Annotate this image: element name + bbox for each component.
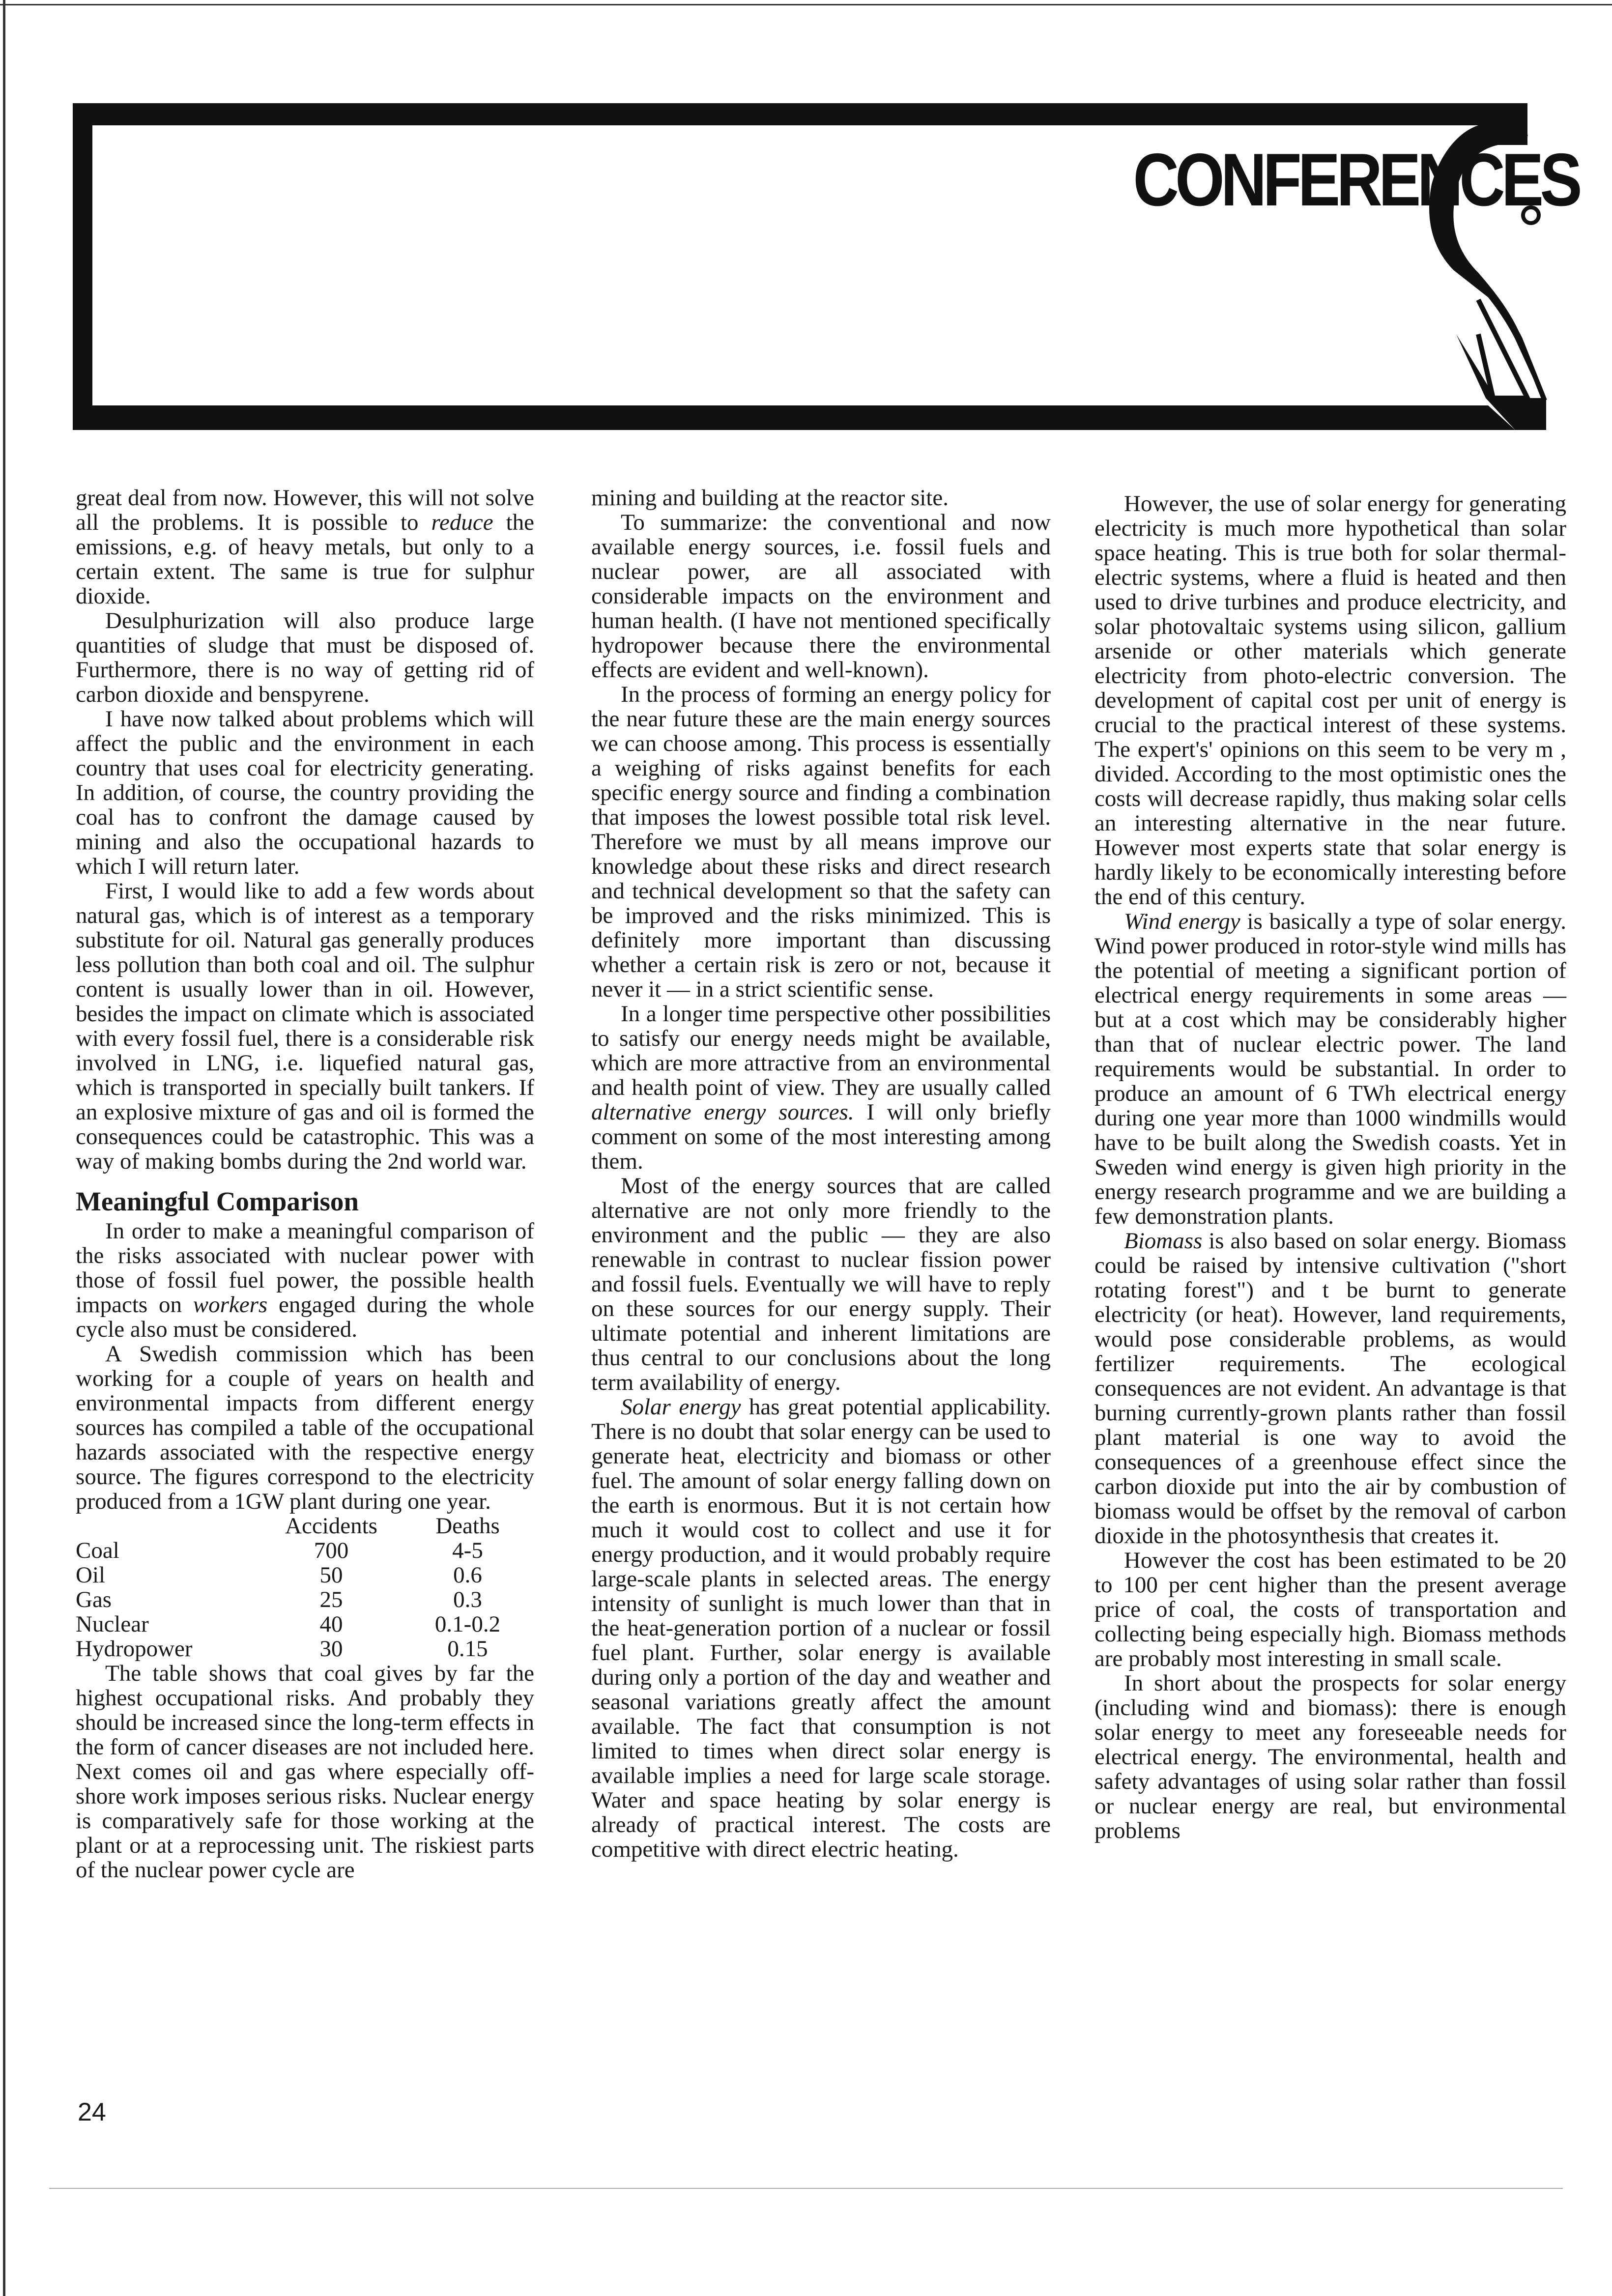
column-3: [1094, 491, 1566, 1843]
table-header-row: [76, 1514, 535, 1538]
section-heading: Meaningful Comparison: [76, 1186, 359, 1216]
table-header-cell: Accidents: [285, 1513, 377, 1539]
paragraph: Biomass is also based on solar energy. Biomass could be raised by intensive cultivation ("short rotating forest") and t be burnt to generate electricity (or heat). However, land requirements, would pose considerable problems, as would fertilizer requirements. The ecological consequences are not evident. An advantage is that burning currently-grown plants rather than fossil plant material is one way to avoid the consequences of a greenhouse effect since the carbon dioxide put into the air by combustion of biomass would be offset by the removal of carbon dioxide in the photosynthesis that creates it.: [1094, 1228, 1567, 1549]
paragraph: Desulphurization will also produce large quantities of sludge that must be disposed of. Furthermore, there is no way of getting rid of carbon dioxide and benspyrene.: [76, 608, 534, 707]
paragraph: In short about the prospects for solar energy (including wind and biomass): there is enough solar energy to meet any foreseeable needs for electrical energy. The environmental, health and safety advantages of using solar rather than fossil or nuclear energy are real, but environmental problems: [1094, 1670, 1566, 1843]
table-cell: 4-5: [452, 1538, 483, 1563]
table-cell: Nuclear: [76, 1611, 149, 1637]
paragraph: A Swedish commission which has been working for a couple of years on health and environmental impacts from different energy sources has compiled a table of the occupational hazards associated with the respective energy source. The figures correspond to the electricity produced from a 1GW plant during one year.: [76, 1341, 534, 1514]
section-title: CONFERENCES: [1133, 138, 1579, 222]
table-cell: 0.3: [453, 1587, 482, 1612]
table-cell: 40: [319, 1611, 343, 1637]
paragraph: In a longer time perspective other possibilities to satisfy our energy needs might be available, which are more attractive from an environmental and health point of view. They are usually called alternative energy sources. I will only briefly comment on some of the most interesting among them.: [591, 1001, 1051, 1174]
paragraph: However the cost has been estimated to be 20 to 100 per cent higher than the present average price of coal, the costs of transportation and collecting being especially high. Biomass methods are probably most interesting in small scale.: [1094, 1548, 1566, 1671]
table-cell: Hydropower: [76, 1636, 193, 1662]
paragraph: However, the use of solar energy for generating electricity is much more hypothetical than solar space heating. This is true both for solar thermal-electric systems, where a fluid is heated and then used to drive turbines and produce electricity, and solar photovaltaic systems using silicon, gallium arsenide or other materials which generate electricity from photo-electric conversion. The development of capital cost per unit of energy is crucial to the practical interest of these systems. The expert's' opinions on this seem to be very m , divided. According to the most optimistic ones the costs will decrease rapidly, thus making solar cells an interesting alternative in the near future. However most experts state that solar energy is hardly likely to be economically interesting before the end of this century.: [1094, 491, 1566, 910]
conferences-banner: [73, 103, 1579, 447]
page-edge-top: [0, 4, 1612, 5]
paragraph: Solar energy has great potential applicability. There is no doubt that solar energy can be used to generate heat, electricity and biomass or other fuel. The amount of solar energy falling down on the earth is enormous. But it is not certain how much it would cost to collect and use it for energy production, and it would probably require large-scale plants in selected areas. The energy intensity of sunlight is much lower than that in the heat-generation portion of a nuclear or fossil fuel plant. Further, solar energy is available during only a portion of the day and weather and seasonal variations greatly affect the amount available. The fact that consumption is not limited to times when direct solar energy is available implies a need for large scale storage. Water and space heating by solar energy is already of practical interest. The costs are competitive with direct electric heating.: [591, 1394, 1051, 1862]
page-number: 24: [78, 2098, 106, 2126]
table-row: [76, 1636, 535, 1661]
column-2: [591, 486, 1051, 1862]
paragraph: Wind energy is basically a type of solar energy. Wind power produced in rotor-style wind mills has the potential of meeting a significant portion of electrical energy requirements in some areas — but at a cost which may be considerably higher than that of nuclear electric power. The land requirements would be substantial. In order to produce an amount of 6 TWh electrical energy during one year more than 1000 windmills would have to be built along the Swedish coasts. Yet in Sweden wind energy is given high priority in the energy research programme and we are building a few demonstration plants.: [1094, 909, 1566, 1229]
table-row: [76, 1538, 535, 1563]
paragraph: In the process of forming an energy policy for the near future these are the main energy sources we can choose among. This process is essentially a weighing of risks against benefits for each specific energy source and finding a combination that imposes the lowest possible total risk level. Therefore we must by all means improve our knowledge about these risks and direct research and technical development so that the safety can be improved and the risks minimized. This is definitely more important than discussing whether a certain risk is zero or not, because it never it — in a strict scientific sense.: [591, 682, 1051, 1002]
table-cell: 0.1-0.2: [434, 1611, 501, 1637]
paragraph: In order to make a meaningful comparison of the risks associated with nuclear power with those of fossil fuel power, the possible health impacts on workers engaged during the whole cycle also must be considered.: [76, 1218, 534, 1342]
table-cell: 25: [319, 1587, 343, 1612]
paragraph: The table shows that coal gives by far the highest occupational risks. And probably they should be increased since the long-term effects in the form of cancer diseases are not included here. Next comes oil and gas where especially off-shore work imposes serious risks. Nuclear energy is comparatively safe for those working at the plant or at a reprocessing unit. The riskiest parts of the nuclear power cycle are: [76, 1661, 534, 1883]
table-cell: Coal: [76, 1538, 119, 1563]
table-cell: 0.6: [453, 1562, 482, 1588]
table-cell: 50: [319, 1562, 343, 1588]
paragraph: Most of the energy sources that are called alternative are not only more friendly to the environment and the public — they are also renewable in contrast to nuclear fission power and fossil fuels. Eventually we will have to reply on these sources for our energy supply. Their ultimate potential and inherent limitations are thus central to our conclusions about the long term availability of energy.: [591, 1173, 1051, 1395]
table-cell: Gas: [76, 1587, 112, 1612]
table-row: [76, 1612, 535, 1636]
table-cell: 30: [319, 1636, 343, 1662]
table-cell: Oil: [76, 1562, 106, 1588]
paragraph: great deal from now. However, this will not solve all the problems. It is possible to reduce the emissions, e.g. of heavy metals, but only to a certain extent. The same is true for sulphur dioxide.: [76, 485, 535, 609]
paragraph: To summarize: the conventional and now available energy sources, i.e. fossil fuels and nuclear power, are all associated with considerable impacts on the environment and human health. (I have not mentioned specifically hydropower because there the environmental effects are evident and well-known).: [591, 510, 1051, 683]
occupational-hazards-table: [76, 1514, 535, 1661]
table-cell: 700: [314, 1538, 349, 1563]
paragraph: mining and building at the reactor site.: [591, 485, 949, 511]
column-1: [76, 486, 534, 1882]
table-cell: 0.15: [447, 1636, 488, 1662]
table-row: [76, 1563, 535, 1587]
paragraph: I have now talked about problems which will affect the public and the environment in each country that uses coal for electricity generating. In addition, of course, the country providing the coal has to confront the damage caused by mining and also the occupational hazards to which I will return later.: [76, 706, 534, 879]
table-header-cell: [76, 1514, 262, 1538]
page-edge-bottom: [49, 2188, 1563, 2189]
paragraph: First, I would like to add a few words about natural gas, which is of interest as a temporary substitute for oil. Natural gas generally produces less pollution than both coal and oil. The sulphur content is usually lower than in oil. However, besides the impact on climate which is associated with every fossil fuel, there is a considerable risk involved in LNG, i.e. liquefied natural gas, which is transported in specially built tankers. If an explosive mixture of gas and oil is formed the consequences could be catastrophic. This was a way of making bombs during the 2nd world war.: [76, 878, 534, 1174]
table-row: [76, 1587, 535, 1612]
page-edge-left: [3, 0, 5, 2296]
table-header-cell: Deaths: [435, 1513, 500, 1539]
